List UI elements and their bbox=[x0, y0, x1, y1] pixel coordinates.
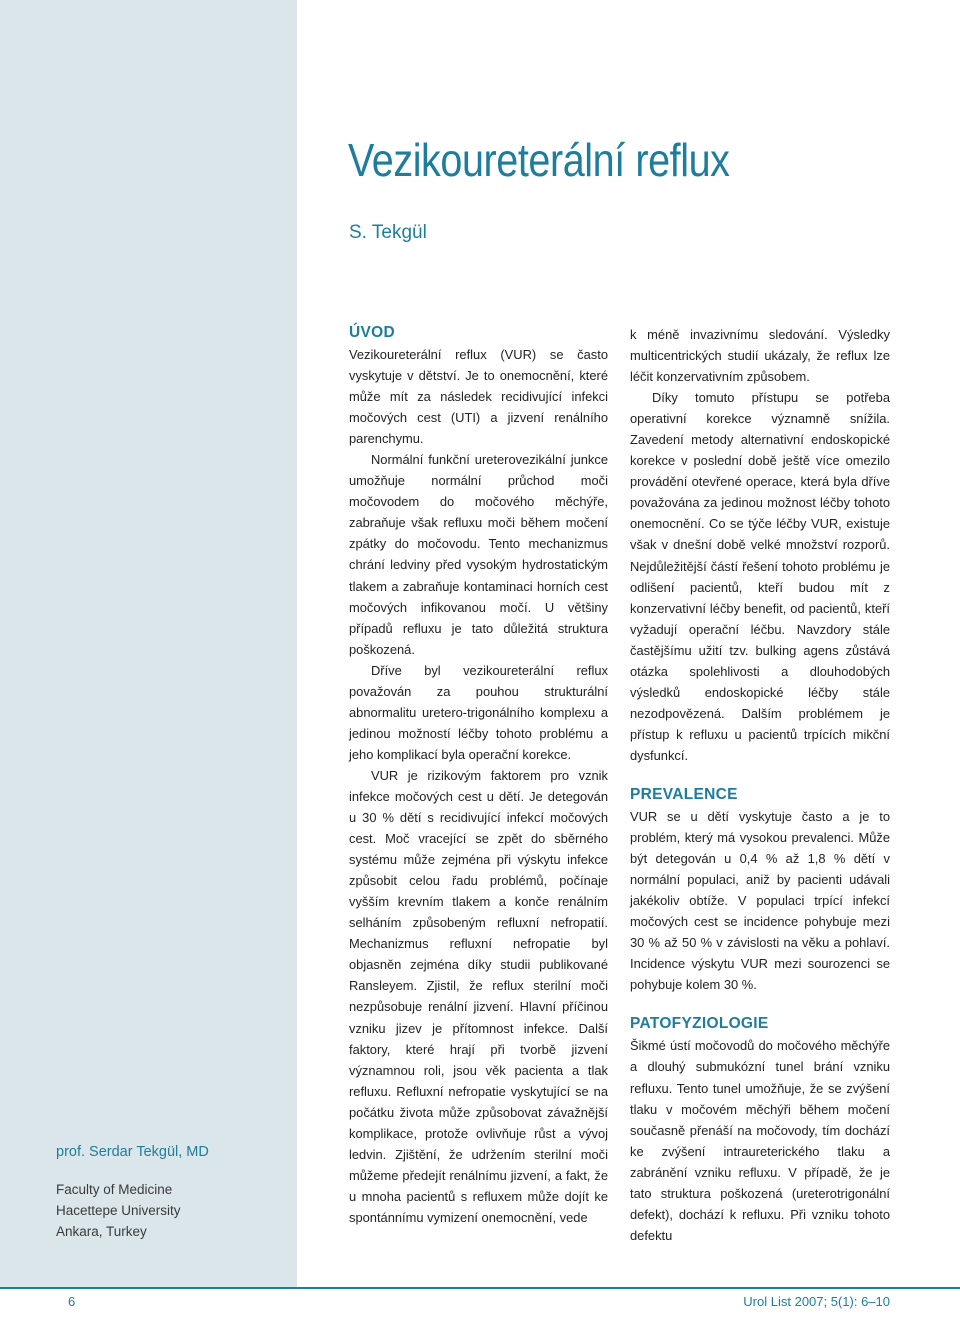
paragraph: Vezikoureterální reflux (VUR) se často vyskytuje v dětství. Je to onemocnění, které může mít za následek recidivující infekci močových cest (UTI) a jizvení renálního parenchymu. bbox=[349, 347, 608, 447]
section-heading-patofyziologie: PATOFYZIOLOGIE bbox=[630, 1015, 769, 1033]
text-column-left bbox=[349, 322, 608, 1228]
paragraph: Šikmé ústí močovodů do močového měchýře a dlouhý submukózní tunel brání vzniku refluxu. Tento tunel umožňuje, že se zvýšení tlaku v močovém měchýři během močení současně přenáší na močovody, tím dochází ke zvýšení intraureterického tlaku a zabránění vzniku refluxu. V případě, že je tato struktura poškozená (ureterotrigonální defekt), dochází k refluxu. Při vzniku tohoto defektu bbox=[630, 1038, 890, 1243]
sidebar-author-name: prof. Serdar Tekgül, MD bbox=[56, 1144, 209, 1160]
affiliation-line: Ankara, Turkey bbox=[56, 1224, 147, 1239]
section-heading-uvod: ÚVOD bbox=[349, 324, 395, 341]
journal-citation: Urol List 2007; 5(1): 6–10 bbox=[743, 1294, 890, 1309]
paragraph: VUR se u dětí vyskytuje často a je to problém, který má vysokou prevalenci. Může být detegován u 0,4 % až 1,8 % dětí v normální populaci, aniž by pacienti udávali jakékoliv obtíže. V populaci trpící infekcí močových cest se incidence pohybuje mezi 30 % až 50 % v závislosti na věku a pohlaví. Incidence výskytu VUR mezi sourozenci se pohybuje kolem 30 %. bbox=[630, 808, 890, 993]
paragraph: k méně invazivnímu sledování. Výsledky multicentrických studií ukázaly, že reflux lze léčit konzervativním způsobem. bbox=[630, 327, 890, 385]
paragraph: Díky tomuto přístupu se potřeba operativní korekce významně snížila. Zavedení metody alternativní endoskopické korekce v poslední době ještě více omezilo provádění otevřené operace, která byla dříve považována za jedinou možnost léčby tohoto onemocnění. Co se týče léčby VUR, existuje však v dnešní době velké množství rozporů. Nejdůležitější částí řešení tohoto problému je odlišení pacientů, kteří budou mít z konzervativní léčby benefit, od pacientů, kteří vyžadují operační léčbu. Navzdory stále častějšímu užití tzv. bulking agens zůstává otázka spolehlivosti a dlouhodobých výsledků endoskopické léčby stále nezodpovězená. Dalším problémem je přístup k refluxu u pacientů trpících mikční dysfunkcí. bbox=[630, 390, 890, 763]
text-column-right bbox=[630, 324, 890, 1246]
paragraph: VUR je rizikovým faktorem pro vznik infekce močových cest u dětí. Je detegován u 30 % dětí s recidivující infekcí močových cest. Moč vracející se zpět do sběrného systému může zejména při výskytu infekce způsobit celou řadu problémů, počínaje vyšším krevním tlakem a konče renálním selháním způsobeným refluxní nefropatií. Mechanizmus refluxní nefropatie byl objasněn zejména díky studii publikované Ransleyem. Zjistil, že reflux sterilní moči nezpůsobuje renální jizvení. Hlavní příčinou vzniku jizev je přítomnost infekce. Další faktory, které hrají při tvorbě jizvení významnou roli, jsou věk pacienta a tlak refluxu. Refluxní nefropatie vyskytující se na počátku života může způsobovat závažnější komplikace, protože ovlivňuje růst a vývoj ledvin. Zjištění, že udržením sterilní moči můžeme předejít renálnímu jizvení, a fakt, že u mnoha pacientů s refluxem může dojít ke spontánnímu vymizení onemocnění, vede bbox=[349, 767, 608, 1225]
affiliation-line: Faculty of Medicine bbox=[56, 1182, 173, 1197]
article-author: S. Tekgül bbox=[349, 222, 427, 243]
footer-divider bbox=[0, 1287, 960, 1289]
page-number: 6 bbox=[68, 1294, 76, 1309]
author-info bbox=[56, 1143, 291, 1242]
paragraph: Dříve byl vezikoureterální reflux považován za pouhou strukturální abnormalitu uretero-trigonálního komplexu a jedinou možností léčby tohoto problému a jeho komplikací byla operační korekce. bbox=[349, 662, 608, 762]
affiliation-line: Hacettepe University bbox=[56, 1203, 181, 1218]
article-title: Vezikoureterální reflux bbox=[348, 134, 730, 186]
paragraph: Normální funkční ureterovezikální junkce umožňuje normální průchod moči močovodem do močového měchýře, zabraňuje však refluxu moči během močení zpátky do močovodu. Tento mechanizmus chrání ledviny před vysokým hydrostatickým tlakem a zabraňuje kontaminaci horních cest močových infikovanou močí. U většiny případů refluxu je tato důležitá struktura poškozená. bbox=[349, 452, 608, 657]
sidebar-panel bbox=[0, 0, 297, 1287]
section-heading-prevalence: PREVALENCE bbox=[630, 785, 738, 803]
